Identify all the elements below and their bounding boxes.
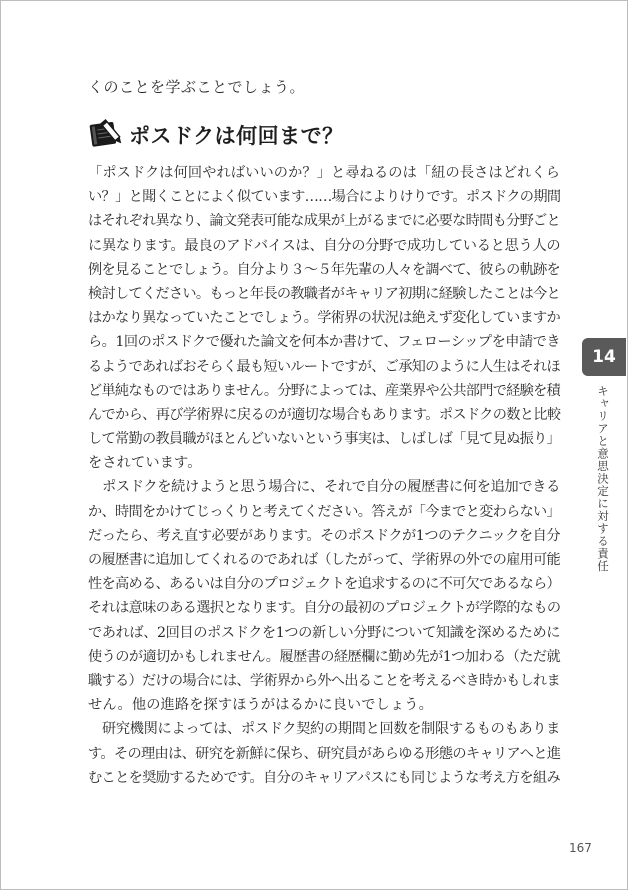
text-line: 研究機関によっては、ポスドク契約の期間と回数を制限するものもありま <box>102 721 560 738</box>
text-line: ら。1回のポスドクで優れた論文を何本か書けて、フェローシップを申請でき <box>88 334 560 351</box>
text-line: す。その理由は、研究を新鮮に保ち、研究員があらゆる形態のキャリアへと進 <box>88 745 561 762</box>
text-line: 検討してください。もっと年長の教職者がキャリア初期に経験したことは今と <box>88 285 560 302</box>
section-title: ポスドクは何回まで？ <box>129 124 344 148</box>
chapter-number-tab: 14 <box>582 338 626 376</box>
notebook-pencil-icon <box>87 118 123 152</box>
body-text <box>88 161 560 790</box>
text-line: はかなり異なっていたことでしょう。学術界の状況は絶えず変化していますか <box>88 310 560 327</box>
text-line: 職する）だけの場合には、学術界から外へ出ることを考えるべき時かもしれま <box>88 672 560 689</box>
text-line: むことを奨励するためです。自分のキャリアパスにも同じような考え方を組み <box>88 769 560 786</box>
text-line: に異なります。最良のアドバイスは、自分の分野で成功していると思う人の <box>88 237 561 254</box>
page-number: 167 <box>569 841 592 855</box>
chapter-title: キャリアと意思決定に対する責任 <box>596 385 610 573</box>
text-line: ポスドクを続けようと思う場合に、それで自分の履歴書に何を追加できる <box>102 479 560 496</box>
text-line: ど単純なものではありません。分野によっては、産業界や公共部門で経験を積 <box>88 382 560 399</box>
text-line: して常勤の教員職がほとんどいないという事実は、しばしば「見て見ぬ振り」 <box>88 431 560 448</box>
continued-text-line: くのことを学ぶことでしょう。 <box>88 78 306 96</box>
text-line: 例を見ることでしょう。自分より３～５年先輩の人々を調べて、彼らの軌跡を <box>88 261 560 278</box>
text-line: の履歴書に追加してくれるのであれば（したがって、学術界の外での雇用可能 <box>88 552 560 568</box>
text-line: せん。他の進路を探すほうがはるかに良いでしょう。 <box>88 697 433 714</box>
text-line: はそれぞれ異なり、論文発表可能な成果が上がるまでに必要な時間も分野ごと <box>88 213 560 230</box>
text-line: だったら、考え直す必要があります。そのポスドクが1つのテクニックを自分 <box>88 527 560 544</box>
text-line: 「ポスドクは何回やればいいのか？」と尋ねるのは「紐の長さはどれくら <box>88 165 560 181</box>
text-line: それは意味のある選択となります。自分の最初のプロジェクトが学際的なもの <box>88 600 561 617</box>
text-line: 使うのが適切かもしれません。履歴書の経歴欄に勤め先が1つ加わる（ただ就 <box>88 648 560 665</box>
text-line: 性を高める、あるいは自分のプロジェクトを追求するのに不可欠であるなら） <box>88 576 560 593</box>
section-heading <box>87 117 344 153</box>
text-line: い？」と聞くことによく似ています……場合によりけりです。ポスドクの期間 <box>88 189 561 206</box>
text-line: か、時間をかけてじっくりと考えてください。答えが「今までと変わらない」 <box>88 503 560 520</box>
text-line: んでから、再び学術界に戻るのが適切な場合もあります。ポスドクの数と比較 <box>88 406 561 423</box>
text-line: るようであればおそらく最も短いルートですが、ご承知のように人生はそれほ <box>88 358 560 375</box>
text-line: をされています。 <box>88 455 202 472</box>
text-line: であれば、2回目のポスドクを1つの新しい分野について知識を深めるために <box>88 624 560 641</box>
